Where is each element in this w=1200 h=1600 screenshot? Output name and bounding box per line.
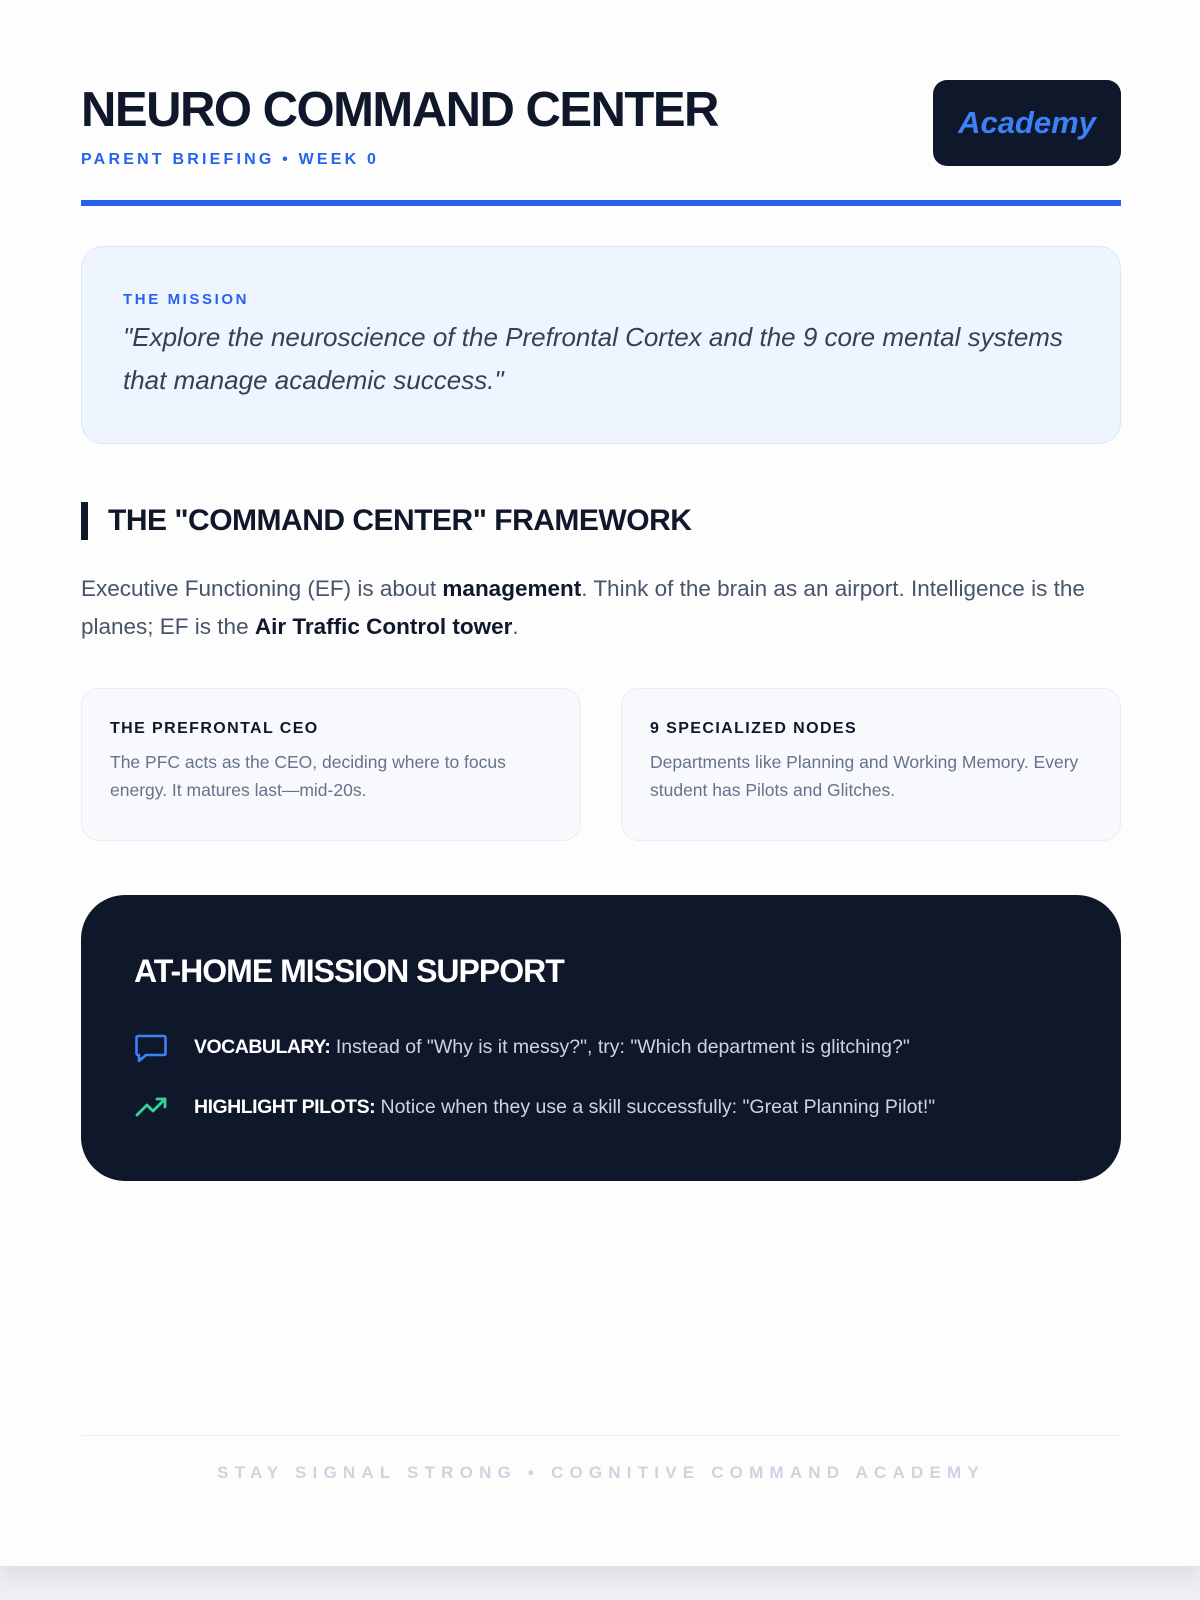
academy-badge bbox=[933, 80, 1121, 166]
tip-label: HIGHLIGHT PILOTS: bbox=[194, 1095, 376, 1118]
card-prefrontal-ceo bbox=[81, 688, 581, 841]
tip-body: Instead of "Why is it messy?", try: "Which department is glitching?" bbox=[330, 1035, 910, 1058]
page-subtitle: PARENT BRIEFING • WEEK 0 bbox=[81, 151, 380, 168]
intro-text-1: Executive Functioning (EF) is about bbox=[81, 576, 443, 601]
tip-text bbox=[194, 1036, 910, 1059]
card-title: 9 SPECIALIZED NODES bbox=[650, 720, 858, 737]
footer-divider bbox=[81, 1435, 1121, 1436]
framework-intro bbox=[81, 570, 1126, 646]
tip-label: VOCABULARY: bbox=[194, 1035, 331, 1058]
mission-box bbox=[81, 246, 1121, 444]
intro-bold-tower: Air Traffic Control tower bbox=[254, 614, 513, 639]
card-specialized-nodes bbox=[621, 688, 1121, 841]
academy-badge-label: Academy bbox=[958, 105, 1096, 140]
tip-body: Notice when they use a skill successfully: "Great Planning Pilot!" bbox=[375, 1095, 936, 1118]
chat-bubble-icon bbox=[134, 1030, 168, 1064]
intro-text-3: . bbox=[512, 614, 519, 639]
card-body: The PFC acts as the CEO, deciding where to focus energy. It matures last—mid-20s. bbox=[110, 752, 506, 800]
card-title: THE PREFRONTAL CEO bbox=[110, 720, 319, 737]
intro-bold-management: management bbox=[442, 576, 582, 601]
mission-label: THE MISSION bbox=[123, 291, 250, 308]
tip-highlight-pilots bbox=[134, 1089, 935, 1125]
support-heading: AT-HOME MISSION SUPPORT bbox=[134, 953, 564, 989]
header bbox=[81, 80, 1121, 206]
trending-up-icon bbox=[134, 1090, 168, 1124]
page-title: NEURO COMMAND CENTER bbox=[81, 83, 718, 137]
tip-text bbox=[194, 1096, 935, 1119]
mission-quote: "Explore the neuroscience of the Prefrontal Cortex and the 9 core mental systems that manage academic success." bbox=[123, 322, 1063, 395]
tip-vocabulary bbox=[134, 1029, 910, 1065]
footer-tagline: STAY SIGNAL STRONG • COGNITIVE COMMAND ACADEMY bbox=[217, 1463, 985, 1482]
home-support-panel bbox=[81, 895, 1121, 1181]
intro-text-2: . Think of the brain as an airport. Intelligence is the planes; EF is the bbox=[81, 576, 1085, 639]
card-body: Departments like Planning and Working Memory. Every student has Pilots and Glitches. bbox=[650, 752, 1079, 800]
framework-heading: THE "COMMAND CENTER" FRAMEWORK bbox=[108, 504, 692, 537]
framework-heading-block bbox=[81, 502, 691, 540]
